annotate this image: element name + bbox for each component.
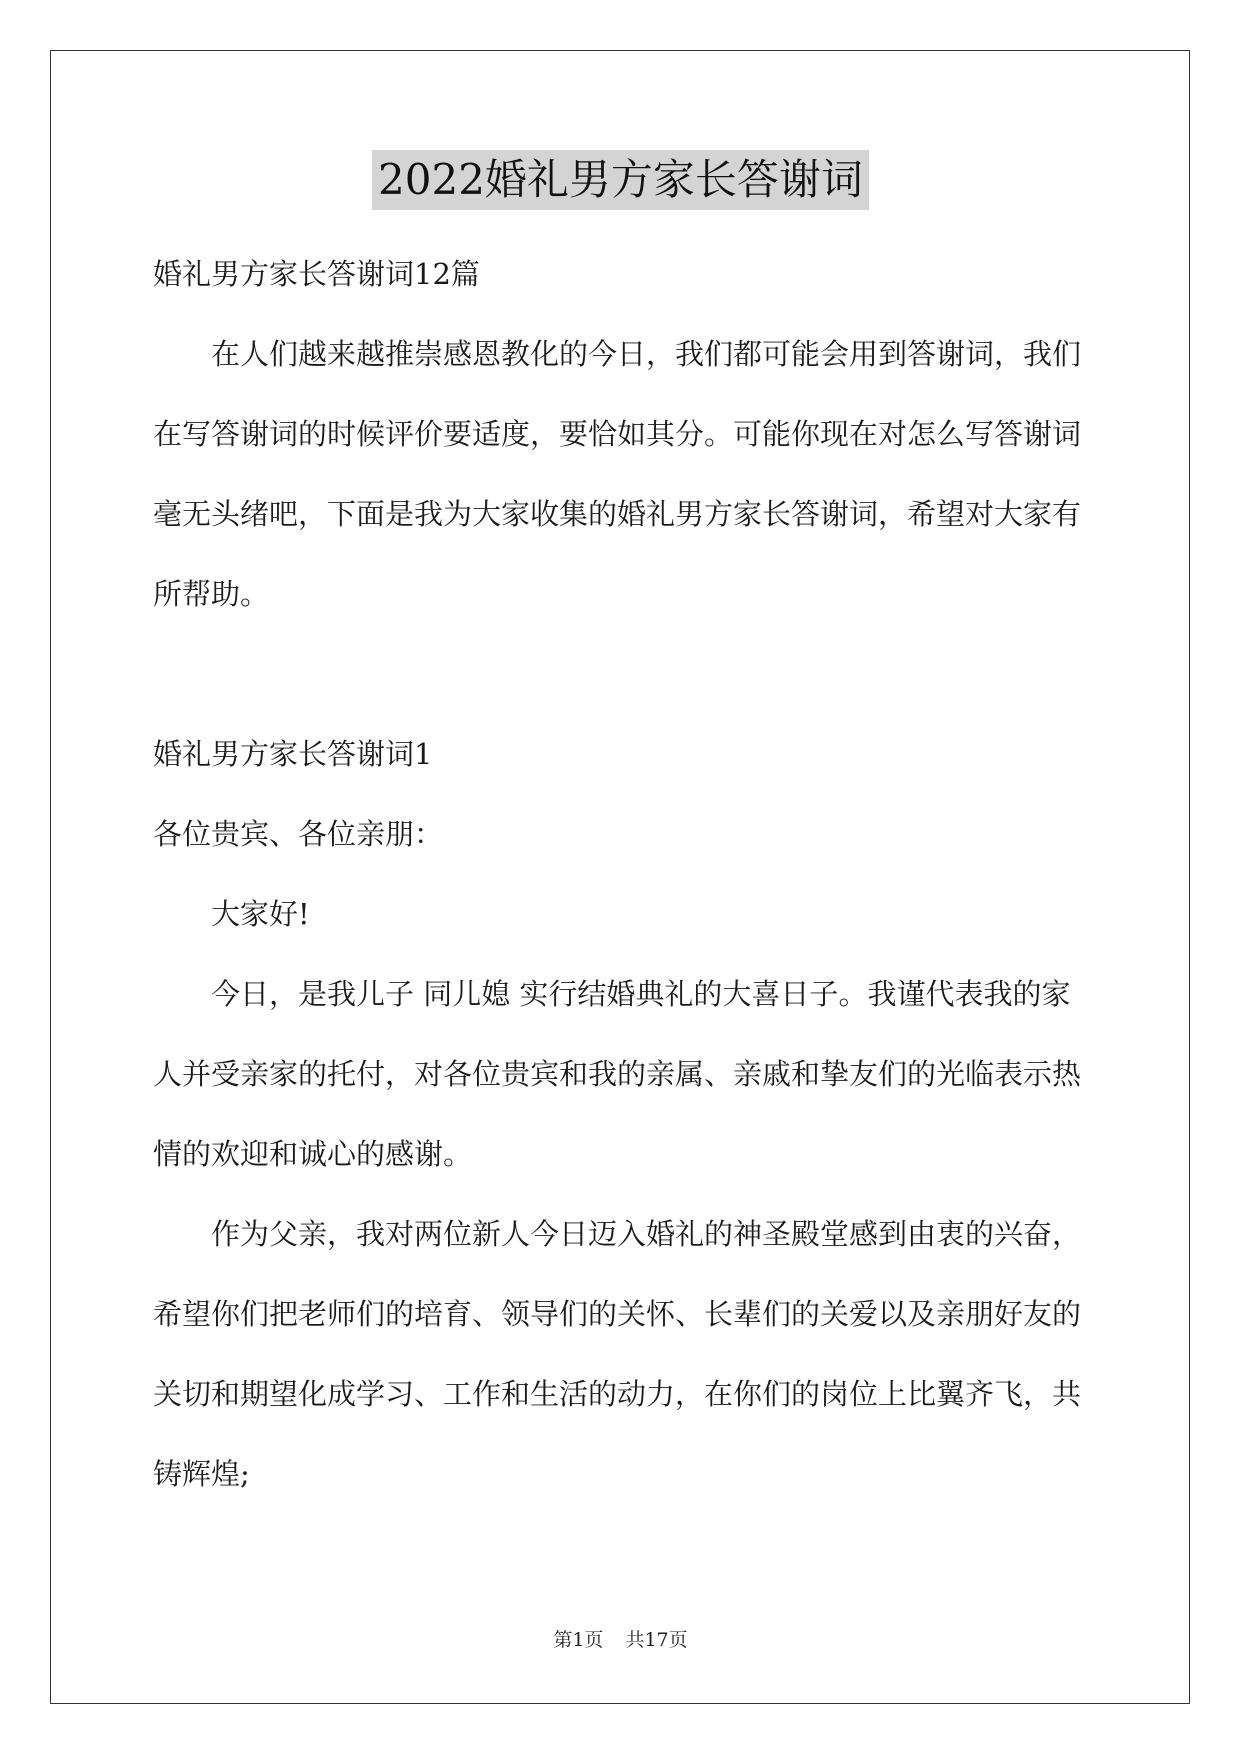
page-total: 共17页 <box>625 1629 688 1651</box>
document-subtitle: 婚礼男方家长答谢词12篇 <box>153 257 480 291</box>
salutation: 各位贵宾、各位亲朋： <box>153 817 444 851</box>
page-footer <box>0 1625 1241 1652</box>
document-body <box>153 234 1090 1514</box>
section-heading: 婚礼男方家长答谢词1 <box>153 737 433 771</box>
title-container <box>0 150 1241 210</box>
body-paragraph-2: 作为父亲，我对两位新人今日迈入婚礼的神圣殿堂感到由衷的兴奋，希望你们把老师们的培育、领导们的关怀、长辈们的关爱以及亲朋好友的关切和期望化成学习、工作和生活的动力，在你们的岗位上比翼齐飞，共铸辉煌; <box>153 1217 1082 1491</box>
page-number: 第1页 <box>553 1629 604 1651</box>
document-title: 2022婚礼男方家长答谢词 <box>372 150 869 210</box>
greeting: 大家好! <box>211 897 310 931</box>
paragraph-gap <box>153 634 1090 714</box>
intro-paragraph: 在人们越来越推崇感恩教化的今日，我们都可能会用到答谢词，我们在写答谢词的时候评价要适度，要恰如其分。可能你现在对怎么写答谢词毫无头绪吧，下面是我为大家收集的婚礼男方家长答谢词，希望对大家有所帮助。 <box>153 337 1082 611</box>
body-paragraph-1: 今日，是我儿子 同儿媳 实行结婚典礼的大喜日子。我谨代表我的家人并受亲家的托付，对各位贵宾和我的亲属、亲戚和挚友们的光临表示热情的欢迎和诚心的感谢。 <box>153 977 1082 1171</box>
